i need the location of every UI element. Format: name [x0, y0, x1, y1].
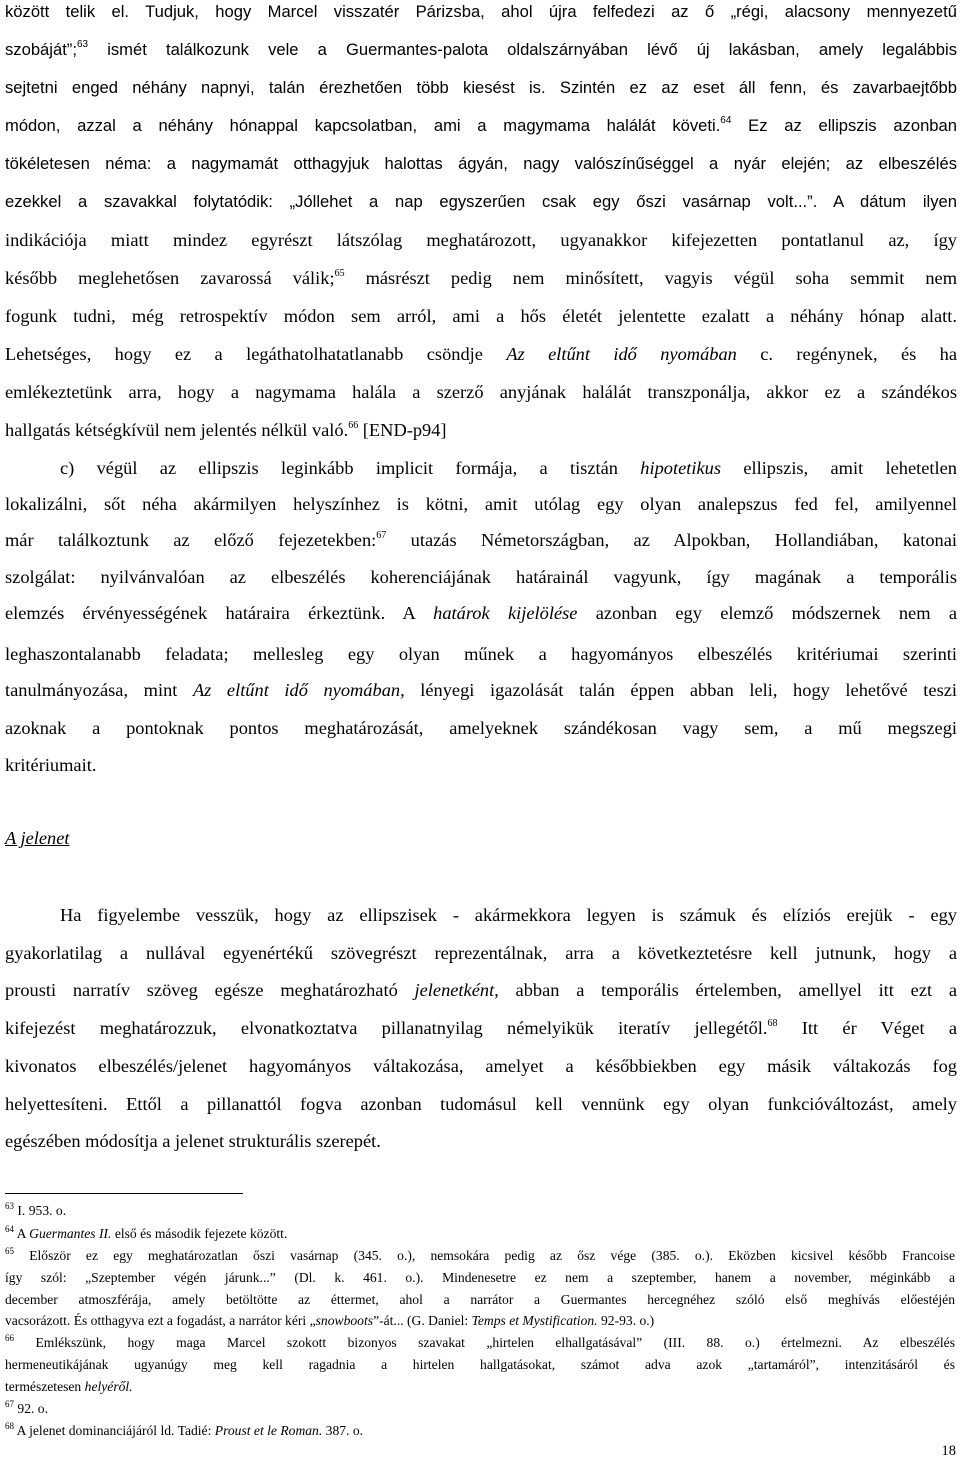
footnote-ref-65: 65	[334, 268, 345, 279]
footnote-63: $^{63}$ I. 953. o.	[5, 1201, 67, 1218]
text-line: között telik el. Tudjuk, hogy Marcel visszatér Párizsba, ahol újra felfedezi az ő „régi, alacsony mennyezetű	[5, 2, 957, 21]
footnote-line: vacsorázott. És otthagyva ezt a fogadást, a narrátor kéri „snowboots”-át... (G. Daniel: Temps et Mystification. 92-93. o.)	[5, 1313, 655, 1328]
footnote-line: hermeneutikájának ugyanúgy meg kell ragadnia a hirtelen hallgatásokat, számot adva azok „tartamáról”, intenzitásáról és	[5, 1357, 955, 1372]
text-line: módon, azzal a néhány hónappal kapcsolatban, ami a magymama halálát követi.$^{64}$ Ez az ellipszis azonban	[5, 115, 957, 135]
text-line: elemzés érvényességének határaira érkeztünk. A határok kijelölése azonban egy elemző módszernek nem a	[5, 603, 957, 623]
text-line: kifejezést meghatározzuk, elvonatkoztatva pillanatnyilag némelyikük iteratív jellegétől.$^{68}$ Itt ér Véget a	[5, 1018, 957, 1038]
text-line: sejtetni enged néhány napnyi, talán érezhetően több kiesést is. Szintén ez az eset áll fenn, és zavarbaejtőbb	[5, 78, 957, 97]
footnote-ref-67: 67	[376, 530, 387, 541]
text-line: kritériumait.	[5, 755, 97, 775]
text-line: leghaszontalanabb feladata; mellesleg egy olyan műnek a hagyományos elbeszélés kritériumai szerinti	[5, 644, 957, 664]
text-line: prousti narratív szöveg egésze meghatározható jelenetként, abban a temporális értelemben, amellyel itt ezt a	[5, 980, 957, 1000]
footnote-ref-68: 68	[767, 1018, 778, 1029]
footnote-ref-64: 64	[720, 115, 732, 126]
footnote-ref-63: 63	[76, 39, 89, 50]
text-line: szobáját”;$^{63}$ ismét találkozunk vele a Guermantes-palota oldalszárnyában lévő új lakásban, amely legalábbis	[5, 39, 957, 59]
text-line: később meglehetősen zavarossá válik;$^{65}$ másrészt pedig nem minősített, vagyis végül soha semmit nem	[5, 268, 957, 288]
footnote-ref-66: 66	[348, 420, 359, 431]
text-line: emlékeztetünk arra, hogy a nagymama halála a szerző anyjának halálát transzponálja, akkor ez a szándékos	[5, 382, 957, 402]
text-line: azoknak a pontoknak pontos meghatározását, amelyeknek szándékosan vagy sem, a mű megszegi	[5, 718, 957, 738]
text-line: Lehetséges, hogy ez a legáthatolhatatlanabb csöndje Az eltűnt idő nyomában c. regénynek, és ha	[5, 344, 958, 364]
text-line: hallgatás kétségkívül nem jelentés nélkül való.$^{66}$ [END-p94]	[5, 420, 447, 440]
text-line: helyettesíteni. Ettől a pillanattól fogva azonban tudomásul kell vennünk egy olyan funkcióváltozást, amely	[5, 1094, 957, 1114]
text-line: gyakorlatilag a nullával egyenértékű szövegrészt reprezentálnak, arra a következtetésre kell jutnunk, hogy a	[5, 943, 957, 963]
text-line: tökéletesen néma: a nagymamát otthagyjuk halottas ágyán, nagy valószínűséggel a nyár elején; az elbeszélés	[5, 154, 957, 173]
text-line: c) végül az ellipszis leginkább implicit formája, a tisztán hipotetikus ellipszis, amit lehetetlen	[60, 458, 957, 478]
footnote-line: december atmoszférája, amely betöltötte az éttermet, ahol a narrátor a Guermantes hercegnéhez szóló első meghívás előestéjén	[5, 1292, 955, 1307]
text-line: már találkoztunk az előző fejezetekben:$^{67}$ utazás Németországban, az Alpokban, Hollandiában, katonai	[5, 530, 957, 550]
footnote-line: így szól: „Szeptember végén járunk...” (Dl. k. 461. o.). Mindenesetre ez nem a szeptember, hanem a november, méginkább a	[5, 1270, 955, 1285]
footnote-67: $^{67}$ 92. o.	[5, 1399, 48, 1416]
text-line: lokalizálni, sőt néha akármilyen helyszínhez is kötni, amit utólag egy olyan analepszus fed fel, amilyennel	[5, 494, 957, 514]
text-line: ezekkel a szavakkal folytatódik: „Jóllehet a nap egyszerűen csak egy őszi vasárnap volt...”. A dátum ilyen	[5, 192, 957, 211]
footnote-separator	[5, 1193, 243, 1194]
text-line: indikációja miatt mindez egyrészt látszólag meghatározott, ugyanakkor kifejezetten pontatlanul az, így	[5, 230, 957, 250]
text-line: kivonatos elbeszélés/jelenet hagyományos váltakozása, amelyet a későbbiekben egy másik váltakozás fog	[5, 1056, 957, 1076]
footnote-65: $^{65}$ Először ez egy meghatározatlan őszi vasárnap (345. o.), nemsokára pedig az ősz vége (385. o.). Eközben kicsivel később Francoise	[5, 1246, 955, 1263]
text-line: egészében módosítja a jelenet strukturális szerepét.	[5, 1131, 381, 1151]
footnote-68: $^{68}$ A jelenet dominanciájáról ld. Tadié: Proust et le Roman. 387. o.	[5, 1421, 364, 1438]
section-heading: A jelenet	[5, 828, 70, 848]
page-number: 18	[941, 1443, 956, 1459]
text-line: tanulmányozása, mint Az eltűnt idő nyomában, lényegi igazolását talán éppen abban leli, hogy lehetővé teszi	[5, 680, 957, 700]
text-line: fogunk tudni, még retrospektív módon sem arról, ami a hős életét jelentette ezalatt a néhány hónap alatt.	[5, 306, 957, 326]
footnote-line: természetesen helyéről.	[5, 1379, 133, 1394]
footnote-64: $^{64}$ A Guermantes II. első és második fejezete között.	[5, 1224, 288, 1241]
text-line: Ha figyelembe vesszük, hogy az ellipszisek - akármekkora legyen is számuk és elíziós erejük - egy	[60, 905, 957, 925]
text-line: szolgálat: nyilvánvalóan az elbeszélés koherenciájának határainál vagyunk, így magának a temporális	[5, 567, 957, 587]
footnote-66: $^{66}$ Emlékszünk, hogy maga Marcel szokott bizonyos szavakat „hirtelen elhallgatásával” (III. 88. o.) értelmezni. Az elbeszélés	[5, 1333, 955, 1350]
